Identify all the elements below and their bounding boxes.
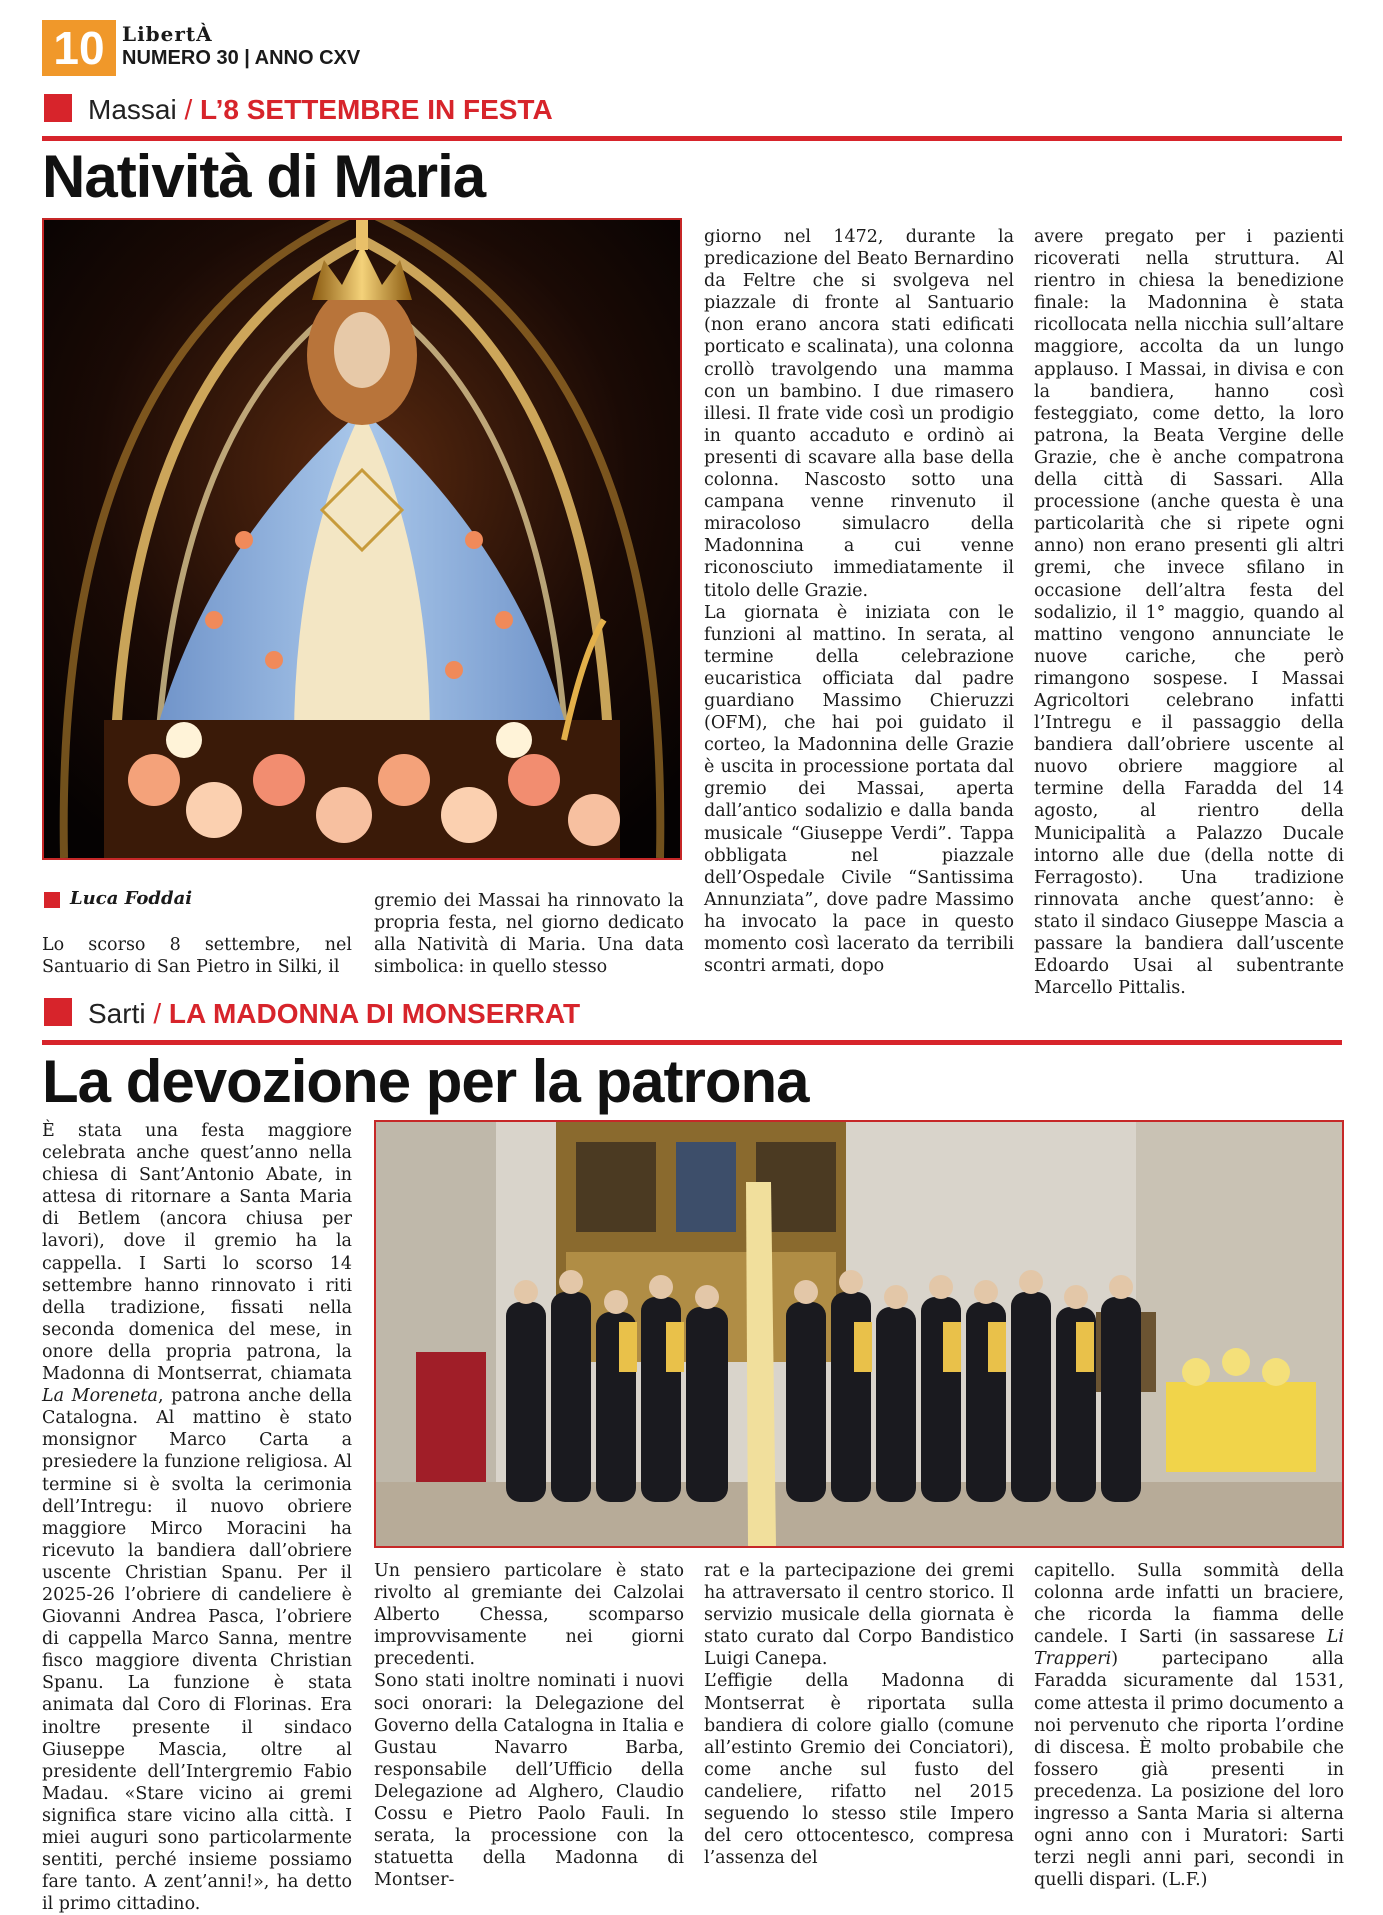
article2-column-4-italic: Li Trapperi bbox=[1034, 1627, 1344, 1670]
article2-column-3 bbox=[704, 1560, 1014, 1869]
kicker-square bbox=[44, 94, 72, 122]
madonna-statue-illustration bbox=[44, 220, 680, 858]
article2-column-4-part-1: capitello. Sulla sommità della colonna arde infatti un braciere, che ricorda la fiamma delle candele. I Sarti (in sassarese bbox=[1034, 1561, 1344, 1648]
article1-column-3-para-2: La giornata è iniziata con le funzioni al mattino. In serata, al termine della celebrazione eucaristica officiata dal padre guardiano Massimo Chieruzzi (OFM), che hai poi guidato il corteo, la Madonnina delle Grazie è uscita in processione portata dal gremio dei Massai, aperta dall’antico sodalizio e dalla banda musicale “Giuseppe Verdi”. Tappa obbligata nel piazzale dell’Ospedale Civile “Santissima Annunziata”, dove padre Massimo ha invocato la pace in questo momento così lacerato da terribili scontri armati, dopo bbox=[704, 602, 1014, 977]
kicker-separator: / bbox=[153, 998, 162, 1029]
kicker-separator: / bbox=[184, 94, 193, 125]
section-rule bbox=[42, 136, 1342, 141]
kicker-square bbox=[44, 998, 72, 1026]
article2-column-1-italic: La Moreneta bbox=[42, 1386, 158, 1407]
headline: La devozione per la patrona bbox=[42, 1048, 809, 1115]
church-group-illustration bbox=[376, 1122, 1342, 1546]
article2-column-2-para-2: Sono stati inoltre nominati i nuovi soci onorari: la Delegazione del Governo della Catalogna in Italia e Gustau Navarro Barba, responsabile dell’Ufficio della Delegazione ad Alghero, Claudio Cossu e Pietro Paolo Fauli. In serata, la processione con la statuetta della Madonna di Montser- bbox=[374, 1671, 684, 1891]
article2-column-3-para-1: rat e la partecipazione dei gremi ha attraversato il centro storico. Il servizio musicale della giornata è stato curato dal Corpo Bandistico Luigi Canepa. bbox=[704, 1561, 1014, 1670]
article2-column-1-part-1: È stata una festa maggiore celebrata anche quest’anno nella chiesa di Sant’Antonio Abate, in attesa di ritornare a Santa Maria di Betlem (ancora chiusa per lavori), dove il gremio ha la cappella. I Sarti lo scorso 14 settembre hanno rinnovato i riti della tradizione, fissati nella seconda domenica del mese, in onore della propria patrona, la Madonna di Montserrat, chiamata bbox=[42, 1121, 352, 1385]
kicker-tag: L’8 SETTEMBRE IN FESTA bbox=[200, 94, 553, 125]
article2-column-2-para-1: Un pensiero particolare è stato rivolto al gremiante dei Calzolai Alberto Chessa, scomparso improvvisamente nei giorni precedenti. bbox=[374, 1561, 684, 1670]
byline-square bbox=[44, 892, 60, 908]
madonna-photo bbox=[42, 218, 682, 860]
page-number: 10 bbox=[42, 20, 116, 76]
kicker bbox=[88, 94, 553, 126]
article2-column-4-part-2: ) partecipano alla Faradda sicuramente dal 1531, come attesta il primo documento a noi pervenuto che riporta l’ordine di discesa. È molto probabile che fossero già presenti in precedenza. La posizione del loro ingresso a Santa Maria si alterna ogni anno con i Muratori: Sarti terzi negli anni pari, secondi in quelli dispari. (L.F.) bbox=[1034, 1649, 1344, 1891]
article2-column-1 bbox=[42, 1120, 352, 1915]
article2-column-2 bbox=[374, 1560, 684, 1891]
headline: Natività di Maria bbox=[42, 143, 486, 210]
issue-info: NUMERO 30 | ANNO CXV bbox=[122, 47, 361, 69]
byline: Luca Foddai bbox=[70, 888, 193, 909]
publication-name: LibertÀ bbox=[122, 22, 213, 46]
article1-column-1: Lo scorso 8 settembre, nel Santuario di San Pietro in Silki, il bbox=[42, 935, 352, 978]
section-rule bbox=[42, 1040, 1342, 1045]
kicker-location: Massai bbox=[88, 94, 177, 125]
article1-column-4: avere pregato per i pazienti ricoverati nella struttura. Al rientro in chiesa la benedizione finale: la Madonnina è stata ricollocata nella nicchia sull’altare maggiore, accolta da un lungo applauso. I Massai, in divisa e con la bandiera, hanno così festeggiato, come detto, la loro patrona, la Beata Vergine delle Grazie, che è anche compatrona della città di Sassari. Alla processione (anche questa è una particolarità che si ripete ogni anno) non erano presenti gli altri gremi, che invece sfilano in occasione dell’altra festa del sodalizio, il 1° maggio, quando al mattino vengono annunciate le nuove cariche, che però rimangono sospese. I Massai Agricoltori celebrano infatti l’Intregu e il passaggio della bandiera dall’obriere uscente al nuovo obriere maggiore al termine della Faradda del 14 agosto, al rientro della Municipalità a Palazzo Ducale intorno alle due (della notte di Ferragosto). Una tradizione rinnovata anche quest’anno: è stato il sindaco Giuseppe Mascia a passare la bandiera dall’uscente Edoardo Usai al subentrante Marcello Pittalis. bbox=[1034, 227, 1344, 999]
article1-column-3 bbox=[704, 226, 1014, 977]
article1-column-2: gremio dei Massai ha rinnovato la propria festa, nel giorno dedicato alla Natività di Maria. Una data simbolica: in quello stesso bbox=[374, 891, 684, 978]
kicker-tag: LA MADONNA DI MONSERRAT bbox=[168, 998, 581, 1029]
kicker-location: Sarti bbox=[88, 998, 146, 1029]
gremio-group-photo bbox=[374, 1120, 1344, 1548]
article2-column-4 bbox=[1034, 1560, 1344, 1891]
article2-column-3-para-2: L’effigie della Madonna di Montserrat è riportata sulla bandiera di colore giallo (comune all’estinto Gremio dei Conciatori), come anche sul fusto del candeliere, rifatto nel 2015 seguendo lo stesso stile Impero del cero ottocentesco, compresa l’assenza del bbox=[704, 1671, 1014, 1869]
article1-column-3-para-1: giorno nel 1472, durante la predicazione del Beato Bernardino da Feltre che si svolgeva nel piazzale di fronte al Santuario (non erano ancora stati edificati porticato e scalinata), una colonna crollò travolgendo una mamma con un bambino. I due rimasero illesi. Il frate vide così un prodigio in quanto accaduto e ordinò ai presenti di scavare alla base della colonna. Nascosto sotto una campana venne rinvenuto il miracoloso simulacro della Madonnina a cui venne riconosciuto immediatamente il titolo delle Grazie. bbox=[704, 227, 1014, 601]
kicker bbox=[88, 998, 580, 1030]
article2-column-1-part-2: , patrona anche della Catalogna. Al mattino è stato monsignor Marco Carta a presiedere la funzione religiosa. Al termine si è svolta la cerimonia dell’Intregu: il nuovo obriere maggiore Mirco Moracini ha ricevuto la bandiera dall’obriere uscente Christian Spanu. Per il 2025-26 l’obriere di candeliere è Giovanni Andrea Pasca, l’obriere di cappella Marco Sanna, mentre fisco maggiore diventa Christian Spanu. La funzione è stata animata dal Coro di Florinas. Era inoltre presente il sindaco Giuseppe Mascia, oltre al presidente dell’Intergremio Fabio Madau. «Stare vicino ai gremi significa stare vicino alla città. I miei auguri sono particolarmente sentiti, perché insieme possiamo fare tanto. A zent’anni!», ha detto il primo cittadino. bbox=[42, 1386, 352, 1915]
